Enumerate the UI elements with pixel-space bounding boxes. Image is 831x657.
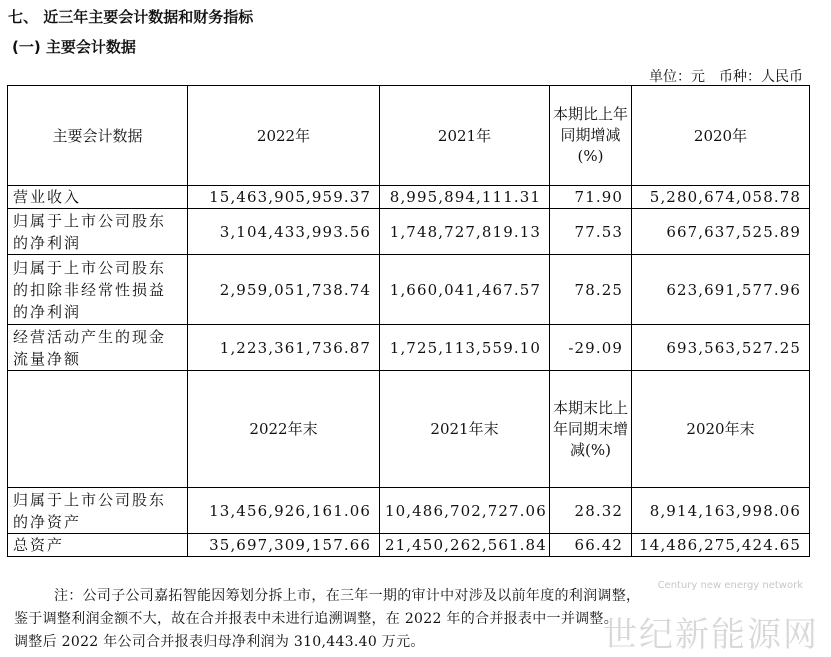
- value-cell: 5,280,674,058.78: [632, 186, 810, 209]
- unit-currency-line: 单位：元 币种：人民币: [649, 69, 803, 85]
- subsection-heading: (一) 主要会计数据: [12, 38, 136, 56]
- row-label: 营业收入: [8, 186, 188, 209]
- row-label: 归属于上市公司股东的净利润: [8, 209, 188, 255]
- pct-cell: -29.09: [550, 325, 632, 371]
- header-cell: 本期比上年同期增减(%): [550, 86, 632, 186]
- value-cell: 13,456,926,161.06: [188, 488, 380, 534]
- header-cell: 2021年: [380, 86, 550, 186]
- value-cell: 2,959,051,738.74: [188, 255, 380, 325]
- row-label: 归属于上市公司股东的扣除非经常性损益的净利润: [8, 255, 188, 325]
- header-cell: [8, 371, 188, 488]
- value-cell: 623,691,577.96: [632, 255, 810, 325]
- value-cell: 1,660,041,467.57: [380, 255, 550, 325]
- header-cell: 2022年末: [188, 371, 380, 488]
- pct-cell: 77.53: [550, 209, 632, 255]
- header-cell: 主要会计数据: [8, 86, 188, 186]
- row-label: 经营活动产生的现金流量净额: [8, 325, 188, 371]
- value-cell: 8,995,894,111.31: [380, 186, 550, 209]
- value-cell: 8,914,163,998.06: [632, 488, 810, 534]
- value-cell: 667,637,525.89: [632, 209, 810, 255]
- row-label: 归属于上市公司股东的净资产: [8, 488, 188, 534]
- header-cell: 2020年: [632, 86, 810, 186]
- value-cell: 693,563,527.25: [632, 325, 810, 371]
- value-cell: 21,450,262,561.84: [380, 534, 550, 557]
- accounting-data-table: [7, 85, 810, 557]
- watermark-en: Century new energy network: [657, 580, 803, 591]
- table-header-row: [8, 86, 810, 186]
- footnote-line: 注：公司子公司嘉拓智能因筹划分拆上市，在三年一期的审计中对涉及以前年度的利润调整，: [54, 588, 641, 604]
- value-cell: 10,486,702,727.06: [380, 488, 550, 534]
- table-row: [8, 255, 810, 325]
- pct-cell: 66.42: [550, 534, 632, 557]
- value-cell: 15,463,905,959.37: [188, 186, 380, 209]
- table-row: [8, 488, 810, 534]
- pct-cell: 78.25: [550, 255, 632, 325]
- value-cell: 1,725,113,559.10: [380, 325, 550, 371]
- value-cell: 35,697,309,157.66: [188, 534, 380, 557]
- section-heading: 七、 近三年主要会计数据和财务指标: [8, 8, 254, 26]
- pct-cell: 28.32: [550, 488, 632, 534]
- value-cell: 1,223,361,736.87: [188, 325, 380, 371]
- table-subheader-row: [8, 371, 810, 488]
- header-cell: 2021年末: [380, 371, 550, 488]
- row-label: 总资产: [8, 534, 188, 557]
- header-cell: 2022年: [188, 86, 380, 186]
- value-cell: 3,104,433,993.56: [188, 209, 380, 255]
- watermark: 世纪新能源网: [603, 615, 819, 655]
- header-cell: 2020年末: [632, 371, 810, 488]
- table-row: [8, 209, 810, 255]
- table-row: [8, 186, 810, 209]
- table-row: [8, 534, 810, 557]
- footnote-line: 鉴于调整利润金额不大，故在合并报表中未进行追溯调整，在 2022 年的合并报表中一并调整。: [14, 611, 619, 627]
- header-cell: 本期末比上年同期末增减(%): [550, 371, 632, 488]
- value-cell: 1,748,727,819.13: [380, 209, 550, 255]
- footnote-line: 调整后 2022 年公司合并报表归母净利润为 310,443.40 万元。: [14, 634, 425, 650]
- pct-cell: 71.90: [550, 186, 632, 209]
- table-row: [8, 325, 810, 371]
- value-cell: 14,486,275,424.65: [632, 534, 810, 557]
